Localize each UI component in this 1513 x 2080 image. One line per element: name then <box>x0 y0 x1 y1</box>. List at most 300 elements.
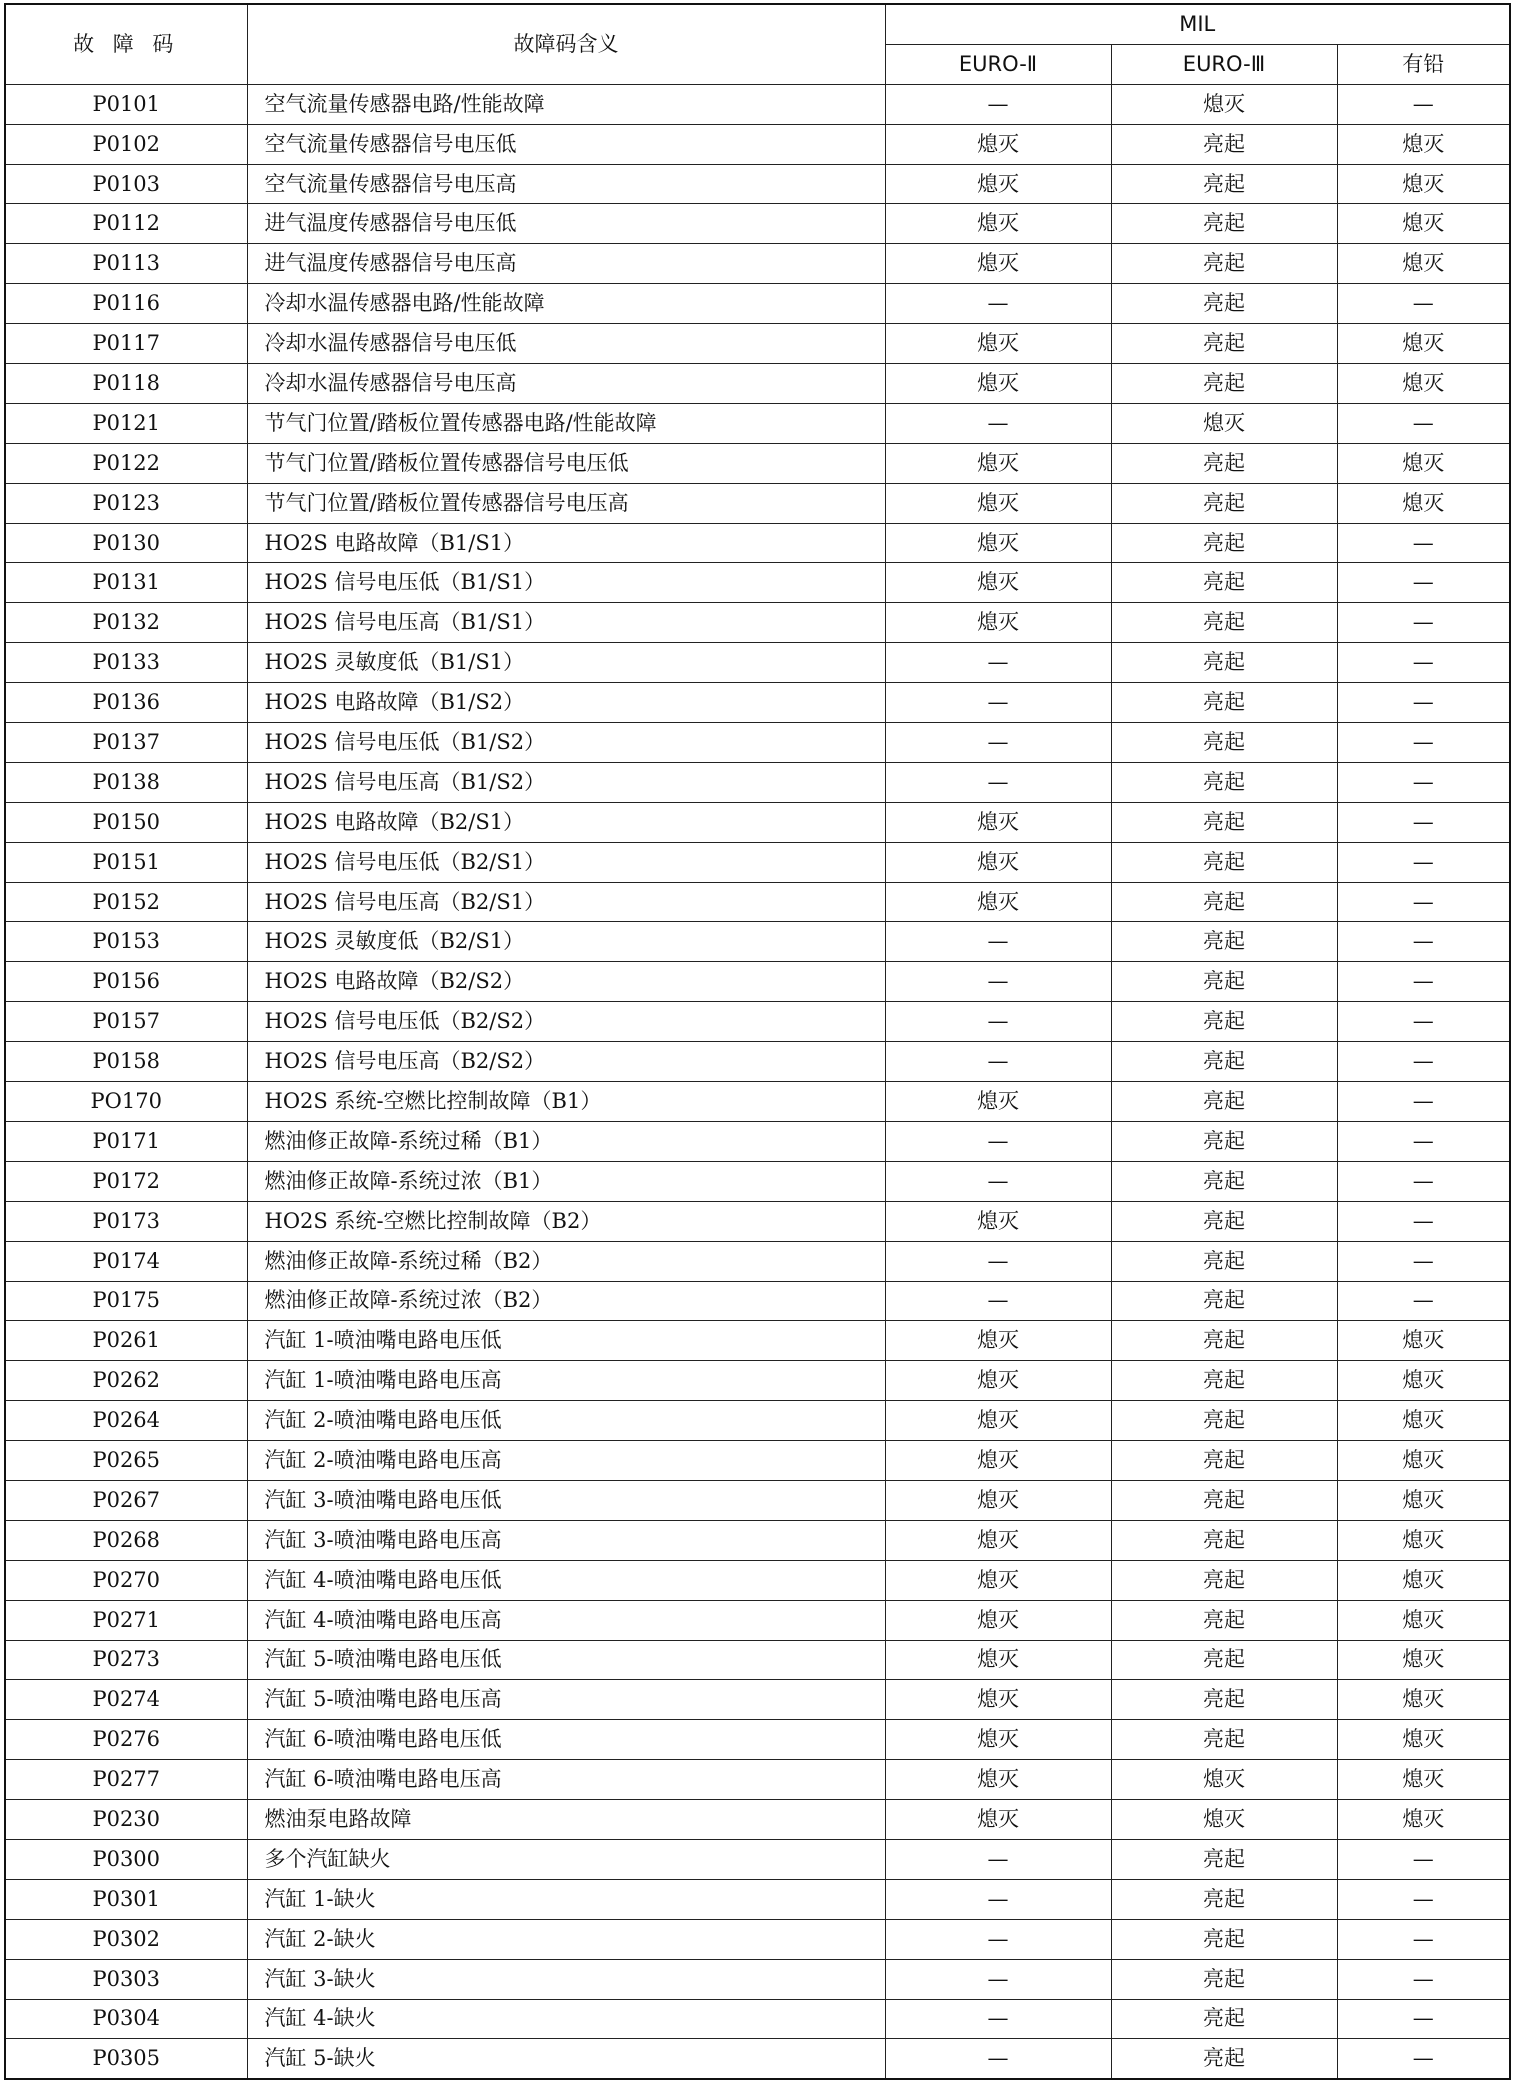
fault-description-cell: HO2S 信号电压低（B1/S1） <box>247 563 885 603</box>
table-row <box>5 1879 1510 1919</box>
euro3-status-cell: 亮起 <box>1111 723 1337 763</box>
header-euro3: EURO-Ⅲ <box>1111 44 1337 84</box>
fault-code-cell: P0131 <box>5 563 247 603</box>
leaded-status-cell: 熄灭 <box>1337 1800 1510 1840</box>
euro3-status-cell: 亮起 <box>1111 324 1337 364</box>
fault-description-cell: 汽缸 1-缺火 <box>247 1879 885 1919</box>
fault-description-cell: 汽缸 4-缺火 <box>247 1999 885 2039</box>
table-row <box>5 1959 1510 1999</box>
euro2-status-cell: 熄灭 <box>885 204 1111 244</box>
leaded-status-cell: — <box>1337 1241 1510 1281</box>
euro3-status-cell: 亮起 <box>1111 563 1337 603</box>
leaded-status-cell: 熄灭 <box>1337 1600 1510 1640</box>
euro2-status-cell: — <box>885 723 1111 763</box>
table-row <box>5 164 1510 204</box>
euro2-status-cell: 熄灭 <box>885 802 1111 842</box>
leaded-status-cell: — <box>1337 1999 1510 2039</box>
fault-description-cell: 燃油泵电路故障 <box>247 1800 885 1840</box>
fault-description-cell: 汽缸 5-喷油嘴电路电压低 <box>247 1640 885 1680</box>
fault-description-cell: HO2S 电路故障（B1/S1） <box>247 523 885 563</box>
fault-description-cell: HO2S 灵敏度低（B1/S1） <box>247 643 885 683</box>
euro2-status-cell: 熄灭 <box>885 244 1111 284</box>
leaded-status-cell: 熄灭 <box>1337 1560 1510 1600</box>
fault-description-cell: 燃油修正故障-系统过浓（B2） <box>247 1281 885 1321</box>
euro3-status-cell: 亮起 <box>1111 1082 1337 1122</box>
fault-description-cell: HO2S 电路故障（B2/S1） <box>247 802 885 842</box>
fault-description-cell: HO2S 信号电压低（B1/S2） <box>247 723 885 763</box>
fault-code-cell: PO170 <box>5 1082 247 1122</box>
fault-description-cell: 汽缸 3-喷油嘴电路电压低 <box>247 1480 885 1520</box>
euro2-status-cell: 熄灭 <box>885 523 1111 563</box>
leaded-status-cell: — <box>1337 723 1510 763</box>
leaded-status-cell: — <box>1337 403 1510 443</box>
euro2-status-cell: — <box>885 1121 1111 1161</box>
euro3-status-cell: 亮起 <box>1111 1879 1337 1919</box>
leaded-status-cell: 熄灭 <box>1337 1321 1510 1361</box>
table-row <box>5 1839 1510 1879</box>
fault-code-cell: P0262 <box>5 1361 247 1401</box>
fault-code-cell: P0118 <box>5 364 247 404</box>
euro3-status-cell: 亮起 <box>1111 1680 1337 1720</box>
table-header <box>5 4 1510 84</box>
fault-description-cell: 汽缸 2-缺火 <box>247 1919 885 1959</box>
fault-description-cell: HO2S 电路故障（B2/S2） <box>247 962 885 1002</box>
fault-code-cell: P0121 <box>5 403 247 443</box>
euro2-status-cell: — <box>885 762 1111 802</box>
table-row <box>5 842 1510 882</box>
table-row <box>5 284 1510 324</box>
table-row <box>5 1161 1510 1201</box>
fault-code-cell: P0138 <box>5 762 247 802</box>
fault-code-cell: P0117 <box>5 324 247 364</box>
leaded-status-cell: — <box>1337 284 1510 324</box>
header-euro2: EURO-Ⅱ <box>885 44 1111 84</box>
fault-code-cell: P0172 <box>5 1161 247 1201</box>
table-row <box>5 1760 1510 1800</box>
euro2-status-cell: — <box>885 962 1111 1002</box>
fault-description-cell: 燃油修正故障-系统过稀（B2） <box>247 1241 885 1281</box>
leaded-status-cell: — <box>1337 1002 1510 1042</box>
euro3-status-cell: 亮起 <box>1111 922 1337 962</box>
fault-code-cell: P0301 <box>5 1879 247 1919</box>
euro3-status-cell: 亮起 <box>1111 284 1337 324</box>
table-row <box>5 922 1510 962</box>
euro2-status-cell: 熄灭 <box>885 563 1111 603</box>
fault-code-cell: P0261 <box>5 1321 247 1361</box>
fault-code-cell: P0265 <box>5 1441 247 1481</box>
euro2-status-cell: 熄灭 <box>885 1560 1111 1600</box>
leaded-status-cell: — <box>1337 762 1510 802</box>
fault-code-cell: P0268 <box>5 1520 247 1560</box>
fault-description-cell: 汽缸 6-喷油嘴电路电压低 <box>247 1720 885 1760</box>
euro3-status-cell: 亮起 <box>1111 1999 1337 2039</box>
euro3-status-cell: 亮起 <box>1111 1161 1337 1201</box>
euro3-status-cell: 亮起 <box>1111 523 1337 563</box>
table-row <box>5 802 1510 842</box>
euro3-status-cell: 亮起 <box>1111 882 1337 922</box>
leaded-status-cell: — <box>1337 1082 1510 1122</box>
fault-description-cell: HO2S 系统-空燃比控制故障（B2） <box>247 1201 885 1241</box>
fault-code-cell: P0171 <box>5 1121 247 1161</box>
leaded-status-cell: — <box>1337 1121 1510 1161</box>
table-row <box>5 723 1510 763</box>
fault-description-cell: HO2S 信号电压高（B2/S2） <box>247 1042 885 1082</box>
leaded-status-cell: — <box>1337 882 1510 922</box>
euro3-status-cell: 亮起 <box>1111 2039 1337 2079</box>
euro2-status-cell: 熄灭 <box>885 1600 1111 1640</box>
table-row <box>5 1520 1510 1560</box>
euro3-status-cell: 熄灭 <box>1111 403 1337 443</box>
fault-description-cell: 燃油修正故障-系统过稀（B1） <box>247 1121 885 1161</box>
fault-code-cell: P0267 <box>5 1480 247 1520</box>
table-row <box>5 1480 1510 1520</box>
euro2-status-cell: 熄灭 <box>885 324 1111 364</box>
leaded-status-cell: — <box>1337 842 1510 882</box>
euro2-status-cell: 熄灭 <box>885 443 1111 483</box>
table-row <box>5 124 1510 164</box>
leaded-status-cell: — <box>1337 603 1510 643</box>
euro2-status-cell: 熄灭 <box>885 1680 1111 1720</box>
header-code: 故 障 码 <box>5 4 247 84</box>
fault-code-cell: P0158 <box>5 1042 247 1082</box>
euro3-status-cell: 亮起 <box>1111 1321 1337 1361</box>
euro3-status-cell: 亮起 <box>1111 643 1337 683</box>
fault-code-cell: P0157 <box>5 1002 247 1042</box>
euro2-status-cell: 熄灭 <box>885 882 1111 922</box>
fault-description-cell: 冷却水温传感器信号电压高 <box>247 364 885 404</box>
fault-description-cell: 汽缸 2-喷油嘴电路电压高 <box>247 1441 885 1481</box>
euro3-status-cell: 亮起 <box>1111 962 1337 1002</box>
euro3-status-cell: 亮起 <box>1111 1002 1337 1042</box>
fault-description-cell: 汽缸 1-喷油嘴电路电压低 <box>247 1321 885 1361</box>
euro3-status-cell: 亮起 <box>1111 443 1337 483</box>
euro2-status-cell: — <box>885 403 1111 443</box>
fault-description-cell: 汽缸 4-喷油嘴电路电压高 <box>247 1600 885 1640</box>
table-row <box>5 762 1510 802</box>
leaded-status-cell: — <box>1337 922 1510 962</box>
table-row <box>5 603 1510 643</box>
euro2-status-cell: 熄灭 <box>885 483 1111 523</box>
euro3-status-cell: 亮起 <box>1111 1959 1337 1999</box>
fault-description-cell: 空气流量传感器电路/性能故障 <box>247 84 885 124</box>
euro2-status-cell: — <box>885 922 1111 962</box>
euro3-status-cell: 亮起 <box>1111 164 1337 204</box>
euro2-status-cell: 熄灭 <box>885 124 1111 164</box>
leaded-status-cell: 熄灭 <box>1337 443 1510 483</box>
euro2-status-cell: — <box>885 1002 1111 1042</box>
table-row <box>5 443 1510 483</box>
fault-code-cell: P0271 <box>5 1600 247 1640</box>
table-row <box>5 1640 1510 1680</box>
fault-code-cell: P0152 <box>5 882 247 922</box>
euro3-status-cell: 亮起 <box>1111 1640 1337 1680</box>
euro2-status-cell: — <box>885 1879 1111 1919</box>
euro3-status-cell: 亮起 <box>1111 483 1337 523</box>
leaded-status-cell: 熄灭 <box>1337 124 1510 164</box>
leaded-status-cell: 熄灭 <box>1337 1520 1510 1560</box>
fault-code-cell: P0302 <box>5 1919 247 1959</box>
fault-code-cell: P0175 <box>5 1281 247 1321</box>
euro3-status-cell: 亮起 <box>1111 1480 1337 1520</box>
fault-code-cell: P0102 <box>5 124 247 164</box>
leaded-status-cell: 熄灭 <box>1337 364 1510 404</box>
euro3-status-cell: 亮起 <box>1111 802 1337 842</box>
fault-description-cell: 进气温度传感器信号电压高 <box>247 244 885 284</box>
fault-code-cell: P0273 <box>5 1640 247 1680</box>
fault-code-cell: P0156 <box>5 962 247 1002</box>
table-row <box>5 2039 1510 2079</box>
fault-code-cell: P0276 <box>5 1720 247 1760</box>
table-row <box>5 962 1510 1002</box>
fault-code-cell: P0103 <box>5 164 247 204</box>
euro3-status-cell: 熄灭 <box>1111 84 1337 124</box>
euro2-status-cell: 熄灭 <box>885 1321 1111 1361</box>
fault-code-cell: P0305 <box>5 2039 247 2079</box>
table-row <box>5 1720 1510 1760</box>
table-row <box>5 1201 1510 1241</box>
table-row <box>5 204 1510 244</box>
fault-description-cell: 汽缸 5-喷油嘴电路电压高 <box>247 1680 885 1720</box>
euro3-status-cell: 亮起 <box>1111 1201 1337 1241</box>
leaded-status-cell: 熄灭 <box>1337 1720 1510 1760</box>
fault-description-cell: 冷却水温传感器信号电压低 <box>247 324 885 364</box>
fault-code-cell: P0173 <box>5 1201 247 1241</box>
leaded-status-cell: 熄灭 <box>1337 244 1510 284</box>
leaded-status-cell: — <box>1337 683 1510 723</box>
table-row <box>5 1560 1510 1600</box>
fault-code-cell: P0277 <box>5 1760 247 1800</box>
euro2-status-cell: — <box>885 643 1111 683</box>
fault-code-cell: P0300 <box>5 1839 247 1879</box>
euro2-status-cell: — <box>885 1241 1111 1281</box>
fault-description-cell: HO2S 信号电压低（B2/S2） <box>247 1002 885 1042</box>
euro2-status-cell: 熄灭 <box>885 1520 1111 1560</box>
euro2-status-cell: 熄灭 <box>885 1760 1111 1800</box>
leaded-status-cell: 熄灭 <box>1337 204 1510 244</box>
leaded-status-cell: — <box>1337 1919 1510 1959</box>
leaded-status-cell: — <box>1337 962 1510 1002</box>
fault-description-cell: 节气门位置/踏板位置传感器信号电压低 <box>247 443 885 483</box>
euro3-status-cell: 亮起 <box>1111 1241 1337 1281</box>
header-meaning: 故障码含义 <box>247 4 885 84</box>
euro3-status-cell: 亮起 <box>1111 1919 1337 1959</box>
fault-description-cell: HO2S 电路故障（B1/S2） <box>247 683 885 723</box>
leaded-status-cell: — <box>1337 2039 1510 2079</box>
header-mil: MIL <box>885 4 1510 44</box>
euro2-status-cell: 熄灭 <box>885 603 1111 643</box>
euro2-status-cell: 熄灭 <box>885 164 1111 204</box>
euro3-status-cell: 亮起 <box>1111 1401 1337 1441</box>
euro3-status-cell: 亮起 <box>1111 1560 1337 1600</box>
leaded-status-cell: — <box>1337 1959 1510 1999</box>
euro2-status-cell: 熄灭 <box>885 1082 1111 1122</box>
table-row <box>5 1321 1510 1361</box>
euro2-status-cell: 熄灭 <box>885 1480 1111 1520</box>
table-row <box>5 84 1510 124</box>
euro2-status-cell: — <box>885 2039 1111 2079</box>
leaded-status-cell: — <box>1337 1042 1510 1082</box>
table-row <box>5 483 1510 523</box>
table-row <box>5 1800 1510 1840</box>
table-row <box>5 882 1510 922</box>
euro3-status-cell: 亮起 <box>1111 683 1337 723</box>
euro3-status-cell: 亮起 <box>1111 762 1337 802</box>
leaded-status-cell: — <box>1337 1281 1510 1321</box>
fault-description-cell: 空气流量传感器信号电压低 <box>247 124 885 164</box>
fault-code-cell: P0130 <box>5 523 247 563</box>
euro2-status-cell: 熄灭 <box>885 1441 1111 1481</box>
leaded-status-cell: — <box>1337 643 1510 683</box>
euro2-status-cell: — <box>885 1161 1111 1201</box>
fault-description-cell: 空气流量传感器信号电压高 <box>247 164 885 204</box>
euro2-status-cell: — <box>885 1839 1111 1879</box>
euro2-status-cell: 熄灭 <box>885 364 1111 404</box>
leaded-status-cell: 熄灭 <box>1337 324 1510 364</box>
leaded-status-cell: 熄灭 <box>1337 1361 1510 1401</box>
fault-description-cell: 节气门位置/踏板位置传感器电路/性能故障 <box>247 403 885 443</box>
fault-description-cell: HO2S 信号电压高（B1/S2） <box>247 762 885 802</box>
fault-description-cell: HO2S 灵敏度低（B2/S1） <box>247 922 885 962</box>
fault-description-cell: 多个汽缸缺火 <box>247 1839 885 1879</box>
fault-description-cell: 燃油修正故障-系统过浓（B1） <box>247 1161 885 1201</box>
table-row <box>5 1680 1510 1720</box>
euro2-status-cell: — <box>885 1042 1111 1082</box>
header-leaded: 有铅 <box>1337 44 1510 84</box>
table-row <box>5 403 1510 443</box>
fault-description-cell: 汽缸 1-喷油嘴电路电压高 <box>247 1361 885 1401</box>
euro2-status-cell: 熄灭 <box>885 1800 1111 1840</box>
euro2-status-cell: 熄灭 <box>885 842 1111 882</box>
euro2-status-cell: 熄灭 <box>885 1201 1111 1241</box>
table-row <box>5 563 1510 603</box>
fault-code-cell: P0123 <box>5 483 247 523</box>
euro3-status-cell: 熄灭 <box>1111 1800 1337 1840</box>
fault-description-cell: 进气温度传感器信号电压低 <box>247 204 885 244</box>
fault-description-cell: 冷却水温传感器电路/性能故障 <box>247 284 885 324</box>
fault-description-cell: 汽缸 6-喷油嘴电路电压高 <box>247 1760 885 1800</box>
table-row <box>5 643 1510 683</box>
euro3-status-cell: 亮起 <box>1111 1600 1337 1640</box>
leaded-status-cell: 熄灭 <box>1337 1401 1510 1441</box>
euro2-status-cell: 熄灭 <box>885 1720 1111 1760</box>
euro3-status-cell: 亮起 <box>1111 1839 1337 1879</box>
fault-description-cell: HO2S 信号电压高（B1/S1） <box>247 603 885 643</box>
fault-code-cell: P0116 <box>5 284 247 324</box>
table-row <box>5 364 1510 404</box>
euro3-status-cell: 亮起 <box>1111 1361 1337 1401</box>
euro2-status-cell: 熄灭 <box>885 1401 1111 1441</box>
table-row <box>5 523 1510 563</box>
leaded-status-cell: — <box>1337 802 1510 842</box>
fault-code-cell: P0122 <box>5 443 247 483</box>
leaded-status-cell: 熄灭 <box>1337 1640 1510 1680</box>
leaded-status-cell: — <box>1337 523 1510 563</box>
fault-description-cell: 节气门位置/踏板位置传感器信号电压高 <box>247 483 885 523</box>
fault-code-cell: P0230 <box>5 1800 247 1840</box>
table-row <box>5 1401 1510 1441</box>
table-row <box>5 1002 1510 1042</box>
euro2-status-cell: — <box>885 1919 1111 1959</box>
fault-code-cell: P0133 <box>5 643 247 683</box>
leaded-status-cell: — <box>1337 1201 1510 1241</box>
table-row <box>5 1082 1510 1122</box>
euro2-status-cell: — <box>885 1281 1111 1321</box>
table-row <box>5 1441 1510 1481</box>
leaded-status-cell: — <box>1337 84 1510 124</box>
euro3-status-cell: 亮起 <box>1111 1520 1337 1560</box>
fault-description-cell: 汽缸 5-缺火 <box>247 2039 885 2079</box>
fault-description-cell: 汽缸 2-喷油嘴电路电压低 <box>247 1401 885 1441</box>
euro3-status-cell: 亮起 <box>1111 244 1337 284</box>
euro2-status-cell: — <box>885 683 1111 723</box>
leaded-status-cell: 熄灭 <box>1337 1480 1510 1520</box>
euro3-status-cell: 亮起 <box>1111 603 1337 643</box>
euro2-status-cell: — <box>885 1959 1111 1999</box>
table-row <box>5 683 1510 723</box>
leaded-status-cell: 熄灭 <box>1337 164 1510 204</box>
fault-code-cell: P0151 <box>5 842 247 882</box>
euro2-status-cell: 熄灭 <box>885 1640 1111 1680</box>
leaded-status-cell: — <box>1337 1161 1510 1201</box>
euro3-status-cell: 亮起 <box>1111 1441 1337 1481</box>
table-row <box>5 1919 1510 1959</box>
leaded-status-cell: — <box>1337 1839 1510 1879</box>
fault-code-cell: P0153 <box>5 922 247 962</box>
euro2-status-cell: 熄灭 <box>885 1361 1111 1401</box>
fault-description-cell: HO2S 信号电压高（B2/S1） <box>247 882 885 922</box>
fault-description-cell: 汽缸 3-喷油嘴电路电压高 <box>247 1520 885 1560</box>
fault-code-cell: P0303 <box>5 1959 247 1999</box>
table-body <box>5 84 1510 2079</box>
euro3-status-cell: 亮起 <box>1111 1720 1337 1760</box>
fault-code-cell: P0101 <box>5 84 247 124</box>
fault-description-cell: HO2S 系统-空燃比控制故障（B1） <box>247 1082 885 1122</box>
fault-code-cell: P0112 <box>5 204 247 244</box>
fault-description-cell: 汽缸 4-喷油嘴电路电压低 <box>247 1560 885 1600</box>
fault-code-cell: P0174 <box>5 1241 247 1281</box>
euro3-status-cell: 熄灭 <box>1111 1760 1337 1800</box>
euro3-status-cell: 亮起 <box>1111 204 1337 244</box>
table-row <box>5 324 1510 364</box>
euro3-status-cell: 亮起 <box>1111 1121 1337 1161</box>
leaded-status-cell: 熄灭 <box>1337 483 1510 523</box>
leaded-status-cell: — <box>1337 1879 1510 1919</box>
fault-code-table <box>4 3 1511 2080</box>
fault-code-cell: P0132 <box>5 603 247 643</box>
fault-code-cell: P0274 <box>5 1680 247 1720</box>
leaded-status-cell: 熄灭 <box>1337 1680 1510 1720</box>
euro2-status-cell: — <box>885 84 1111 124</box>
fault-code-cell: P0136 <box>5 683 247 723</box>
table-row <box>5 1361 1510 1401</box>
euro3-status-cell: 亮起 <box>1111 124 1337 164</box>
leaded-status-cell: 熄灭 <box>1337 1760 1510 1800</box>
fault-code-cell: P0113 <box>5 244 247 284</box>
fault-code-cell: P0150 <box>5 802 247 842</box>
euro3-status-cell: 亮起 <box>1111 364 1337 404</box>
fault-description-cell: HO2S 信号电压低（B2/S1） <box>247 842 885 882</box>
fault-description-cell: 汽缸 3-缺火 <box>247 1959 885 1999</box>
fault-code-cell: P0304 <box>5 1999 247 2039</box>
leaded-status-cell: — <box>1337 563 1510 603</box>
table-row <box>5 1121 1510 1161</box>
fault-code-cell: P0137 <box>5 723 247 763</box>
table-row <box>5 1999 1510 2039</box>
table-row <box>5 1042 1510 1082</box>
fault-code-cell: P0270 <box>5 1560 247 1600</box>
euro3-status-cell: 亮起 <box>1111 842 1337 882</box>
euro2-status-cell: — <box>885 284 1111 324</box>
